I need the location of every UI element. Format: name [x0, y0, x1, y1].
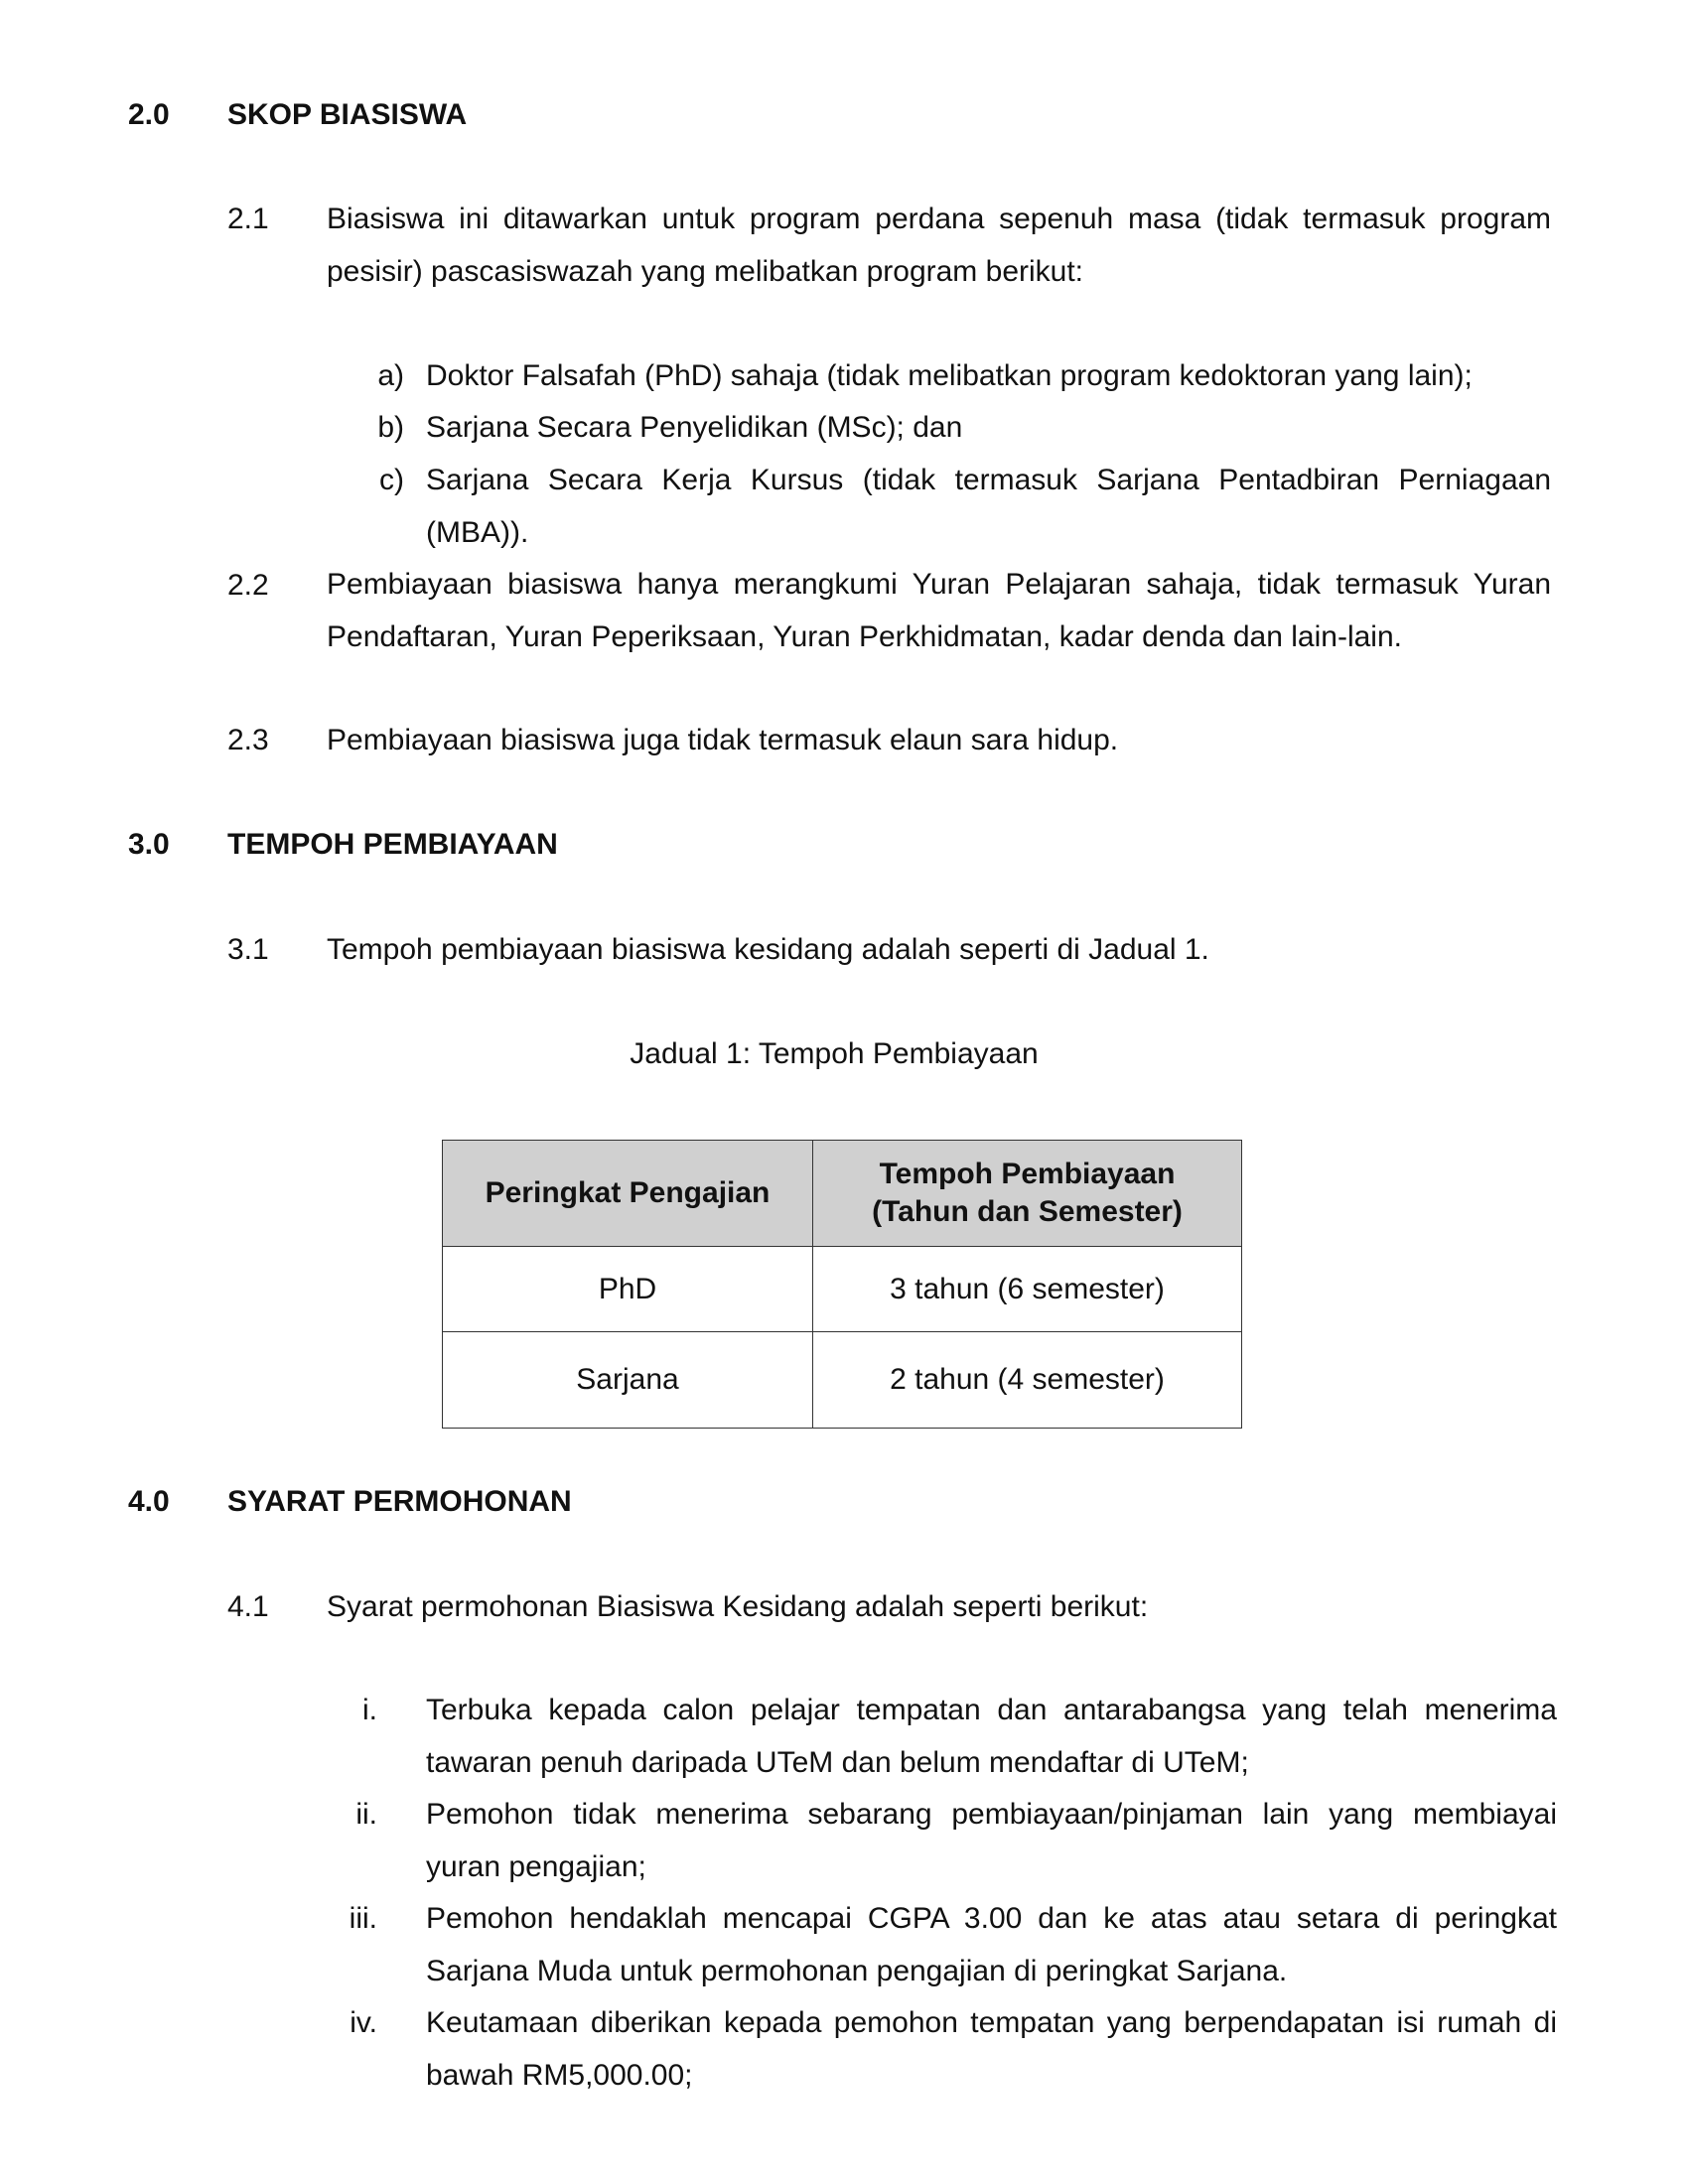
section-title: TEMPOH PEMBIAYAAN: [227, 828, 558, 861]
clause-text: Tempoh pembiayaan biasiswa kesidang adalah seperti di Jadual 1.: [327, 933, 1209, 966]
section-number: 3.0: [128, 828, 170, 861]
table-header-row: [443, 1141, 1242, 1247]
list-item: Sarjana Secara Kerja Kursus (tidak termasuk Sarjana Pentadbiran Perniagaan (MBA)).: [426, 464, 1551, 549]
column-header-line: (Tahun dan Semester): [872, 1195, 1183, 1228]
list-marker: iv.: [350, 2006, 377, 2039]
table-row: [443, 1332, 1242, 1429]
clause-text: Biasiswa ini ditawarkan untuk program perdana sepenuh masa (tidak termasuk program pesisir) pascasiswazah yang melibatkan program berikut:: [327, 203, 1551, 288]
clause-number: 4.1: [227, 1590, 269, 1623]
funding-period-table: [442, 1140, 1242, 1429]
clause-text: Syarat permohonan Biasiswa Kesidang adalah seperti berikut:: [327, 1590, 1149, 1623]
clause-text: Pembiayaan biasiswa juga tidak termasuk elaun sara hidup.: [327, 724, 1119, 756]
table-cell: 2 tahun (4 semester): [813, 1332, 1242, 1429]
table-caption: Jadual 1: Tempoh Pembiayaan: [630, 1037, 1039, 1070]
column-header-line: Tempoh Pembiayaan: [879, 1158, 1176, 1190]
clause-number: 2.1: [227, 203, 269, 235]
list-item: Pemohon tidak menerima sebarang pembiayaan/pinjaman lain yang membiayai yuran pengajian;: [426, 1798, 1557, 1883]
column-header-period: [813, 1141, 1242, 1247]
list-marker: c): [379, 464, 404, 496]
list-item: Terbuka kepada calon pelajar tempatan dan antarabangsa yang telah menerima tawaran penuh daripada UTeM dan belum mendaftar di UTeM;: [426, 1694, 1557, 1779]
clause-number: 2.3: [227, 724, 269, 756]
list-marker: i.: [362, 1694, 377, 1726]
section-title: SKOP BIASISWA: [227, 98, 468, 131]
table-cell: 3 tahun (6 semester): [813, 1247, 1242, 1332]
list-item: Doktor Falsafah (PhD) sahaja (tidak melibatkan program kedoktoran yang lain);: [426, 359, 1473, 392]
list-marker: b): [377, 411, 404, 444]
list-marker: iii.: [349, 1902, 377, 1935]
clause-number: 2.2: [227, 569, 269, 602]
section-title: SYARAT PERMOHONAN: [227, 1485, 572, 1518]
table-row: [443, 1247, 1242, 1332]
section-number: 4.0: [128, 1485, 170, 1518]
list-marker: ii.: [355, 1798, 377, 1831]
section-number: 2.0: [128, 98, 170, 131]
clause-text: Pembiayaan biasiswa hanya merangkumi Yuran Pelajaran sahaja, tidak termasuk Yuran Pendaftaran, Yuran Peperiksaan, Yuran Perkhidmatan, kadar denda dan lain-lain.: [327, 568, 1551, 653]
column-header-level: Peringkat Pengajian: [443, 1141, 813, 1247]
list-marker: a): [377, 359, 404, 392]
clause-number: 3.1: [227, 933, 269, 966]
list-item: Keutamaan diberikan kepada pemohon tempatan yang berpendapatan isi rumah di bawah RM5,000.00;: [426, 2006, 1557, 2092]
list-item: Pemohon hendaklah mencapai CGPA 3.00 dan ke atas atau setara di peringkat Sarjana Muda untuk permohonan pengajian di peringkat Sarjana.: [426, 1902, 1557, 1987]
list-item: Sarjana Secara Penyelidikan (MSc); dan: [426, 411, 963, 444]
table-cell: Sarjana: [443, 1332, 813, 1429]
table-cell: PhD: [443, 1247, 813, 1332]
